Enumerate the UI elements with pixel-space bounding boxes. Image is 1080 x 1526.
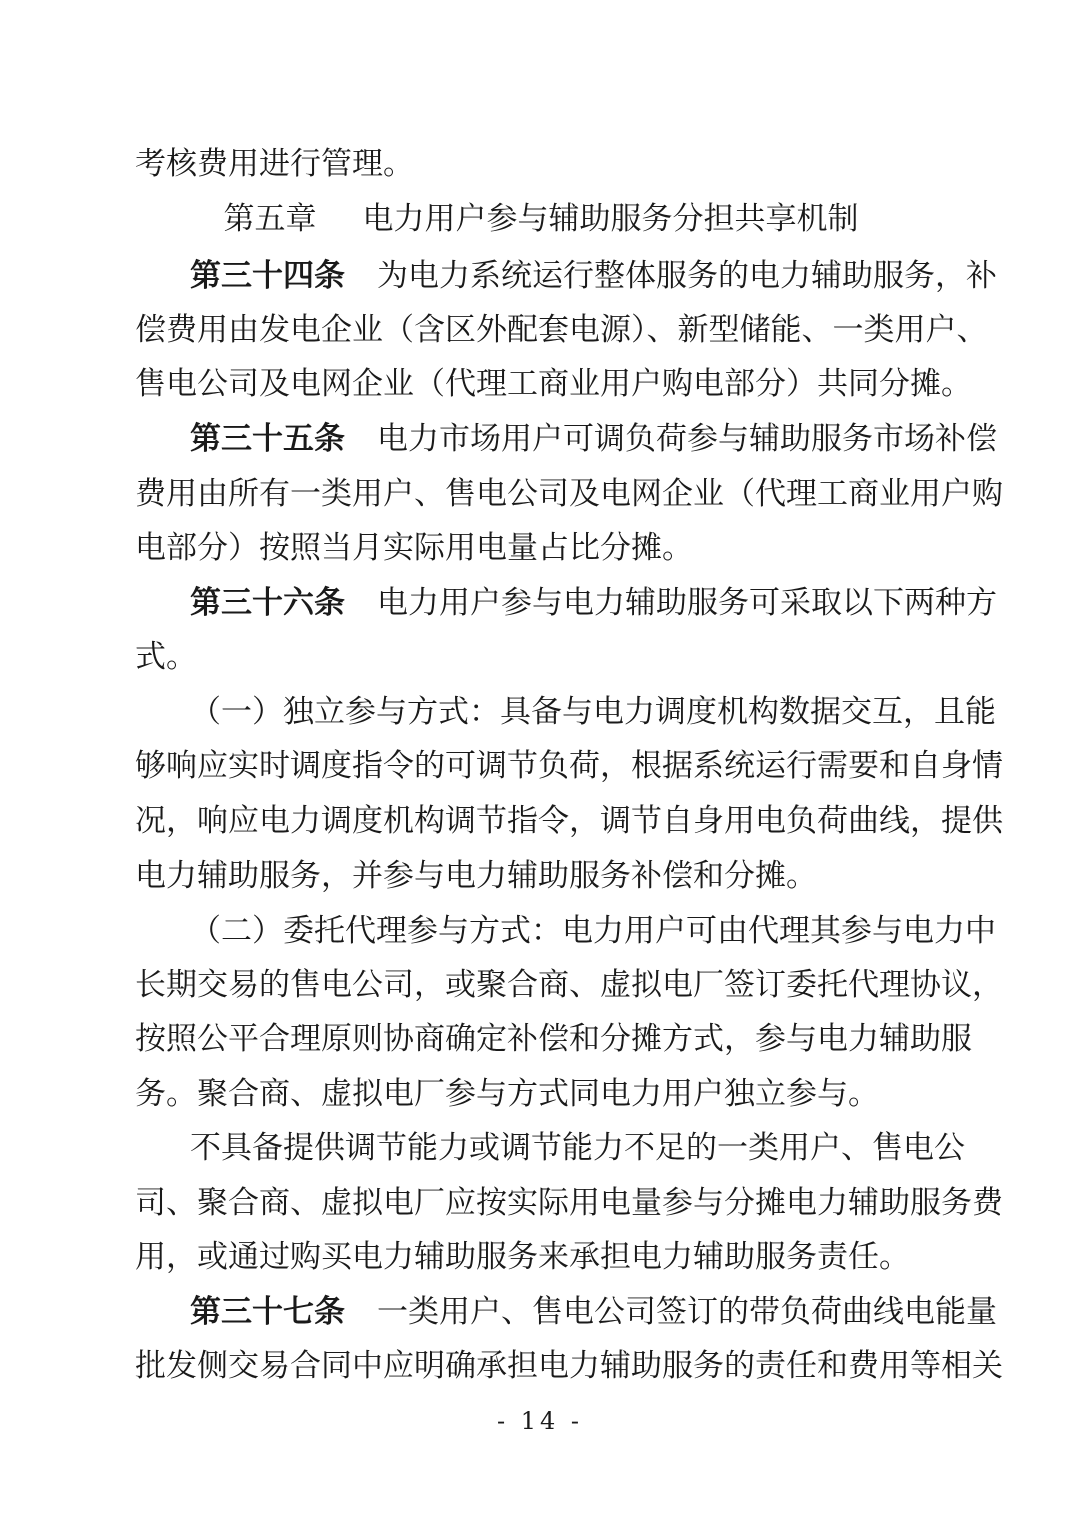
paragraph-line-3: 用，或通过购买电力辅助服务来承担电力辅助服务责任。 <box>135 1239 910 1275</box>
item-2-line-3: 按照公平合理原则协商确定补偿和分摊方式，参与电力辅助服 <box>135 1021 972 1057</box>
page-number: - 14 - <box>496 1407 583 1435</box>
article-37-line-1: 第三十七条 一类用户、售电公司签订的带负荷曲线电能量 <box>190 1294 997 1330</box>
item-1-line-3: 况，响应电力调度机构调节指令，调节自身用电负荷曲线，提供 <box>135 803 1003 839</box>
article-34-line-3: 售电公司及电网企业（代理工商业用户购电部分）共同分摊。 <box>135 366 972 402</box>
article-35-line-3: 电部分）按照当月实际用电量占比分摊。 <box>135 530 693 566</box>
paragraph-line: 考核费用进行管理。 <box>135 146 414 182</box>
article-36-label: 第三十六条 <box>190 585 345 621</box>
chapter-heading <box>135 199 947 239</box>
article-37-label: 第三十七条 <box>190 1294 345 1330</box>
paragraph-line-2: 司、聚合商、虚拟电厂应按实际用电量参与分摊电力辅助服务费 <box>135 1185 1003 1221</box>
article-36-line-2: 式。 <box>135 639 197 675</box>
chapter-label: 第五章 <box>223 201 317 237</box>
article-36-line-1: 第三十六条 电力用户参与电力辅助服务可采取以下两种方 <box>190 585 997 621</box>
article-34-line-1: 第三十四条 为电力系统运行整体服务的电力辅助服务，补 <box>190 258 997 294</box>
article-35-label: 第三十五条 <box>190 421 345 457</box>
article-35-line-2: 费用由所有一类用户、售电公司及电网企业（代理工商业用户购 <box>135 476 1003 512</box>
article-34-line-2: 偿费用由发电企业（含区外配套电源）、新型储能、一类用户、 <box>135 312 988 348</box>
article-34-label: 第三十四条 <box>190 258 345 294</box>
chapter-title: 电力用户参与辅助服务分担共享机制 <box>362 201 859 237</box>
item-1-line-2: 够响应实时调度指令的可调节负荷，根据系统运行需要和自身情 <box>135 748 1003 784</box>
paragraph-line-1: 不具备提供调节能力或调节能力不足的一类用户、售电公 <box>190 1130 965 1166</box>
item-2-line-4: 务。聚合商、虚拟电厂参与方式同电力用户独立参与。 <box>135 1076 879 1112</box>
article-35-line-1: 第三十五条 电力市场用户可调负荷参与辅助服务市场补偿 <box>190 421 997 457</box>
item-2-line-2: 长期交易的售电公司，或聚合商、虚拟电厂签订委托代理协议， <box>135 967 1003 1003</box>
article-37-line-2: 批发侧交易合同中应明确承担电力辅助服务的责任和费用等相关 <box>135 1348 1003 1384</box>
item-2-line-1: （二）委托代理参与方式：电力用户可由代理其参与电力中 <box>190 913 996 949</box>
item-1-line-4: 电力辅助服务，并参与电力辅助服务补偿和分摊。 <box>135 858 817 894</box>
item-1-line-1: （一）独立参与方式：具备与电力调度机构数据交互，且能 <box>190 694 996 730</box>
